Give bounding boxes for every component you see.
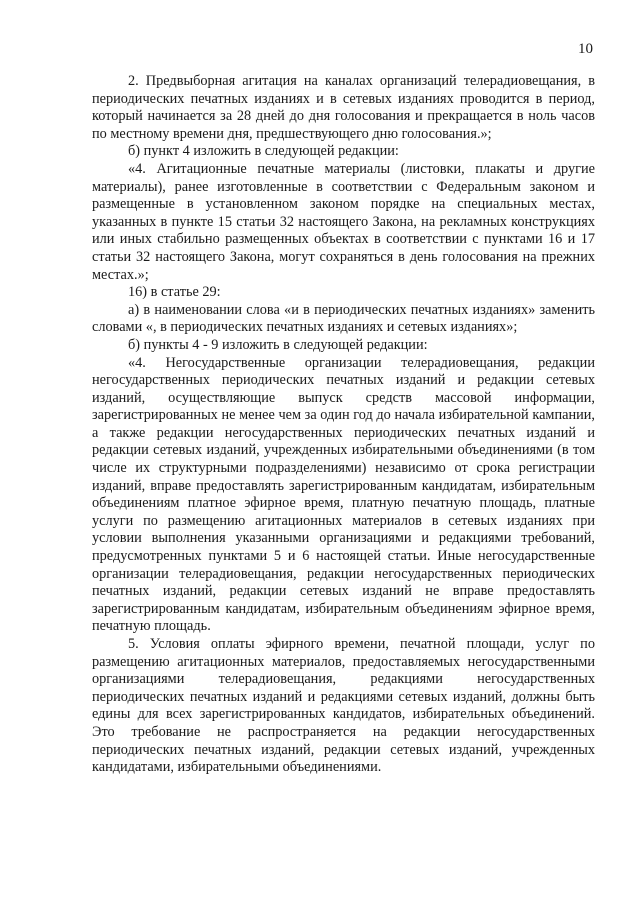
paragraph-subitem-b-points-4-9: б) пункты 4 - 9 изложить в следующей редакции: (128, 336, 428, 353)
paragraph-item-16: 16) в статье 29: (128, 284, 221, 301)
paragraph-article-29-point-5: 5. Условия оплаты эфирного времени, печатной площади, услуг по размещению агитационных материалов, предоставляемых негосударственными организациями телерадиовещания, редакциями негосударственных периодических печатных изданий и редакциями сетевых изданий, должны быть едины для всех зарегистрированных кандидатов, избирательных объединений. Это требование не распространяется на редакции негосударственных периодических печатных изданий, редакции сетевых изданий, учрежденных кандидатами, избирательными объединениями. (92, 636, 595, 776)
paragraph-article-29-point-4: «4. Негосударственные организации телерадиовещания, редакции негосударственных периодических печатных изданий и редакции сетевых изданий, осуществляющие выпуск средств массовой информации, зарегистрированных не менее чем за один год до начала избирательной кампании, а также редакции негосударственных периодических печатных изданий и редакции сетевых изданий, учрежденных избирательными объединениями (в том числе их структурными подразделениями) независимо от срока регистрации изданий, вправе предоставлять зарегистрированным кандидатам, избирательным объединениям платное эфирное время, платную печатную площадь, платные услуги по размещению агитационных материалов в сетевых изданиях при условии выполнения указанными организациями и редакциями требований, предусмотренных пунктами 5 и 6 настоящей статьи. Иные негосударственные организации телерадиовещания, редакции негосударственных периодических печатных изданий, редакции сетевых изданий не вправе предоставлять зарегистрированным кандидатам, избирательным объединениям эфирное время, печатную площадь. (92, 354, 595, 635)
paragraph-clause-2: 2. Предвыборная агитация на каналах организаций телерадиовещания, в периодических печатных изданиях и в сетевых изданиях проводится в период, который начинается за 28 дней до дня голосования и прекращается в ноль часов по местному времени дня, предшествующего дню голосования.»; (92, 73, 595, 142)
document-body (92, 73, 595, 777)
paragraph-subitem-b-point-4: б) пункт 4 изложить в следующей редакции: (128, 143, 399, 160)
paragraph-point-4-text: «4. Агитационные печатные материалы (листовки, плакаты и другие материалы), ранее изготовленные в соответствии с Федеральным законом и размещенные в установленном законом порядке на специальных местах, указанных в пункте 15 статьи 32 настоящего Закона, на рекламных конструкциях или иных стабильно размещенных объектах в соответствии с пунктами 16 и 17 статьи 32 настоящего Закона, могут сохраняться в день голосования на прежних местах.»; (92, 160, 595, 283)
paragraph-subitem-a-title: а) в наименовании слова «и в периодических печатных изданиях» заменить словами «, в периодических печатных изданиях и сетевых изданиях»; (92, 301, 595, 336)
page-number: 10 (578, 41, 593, 57)
